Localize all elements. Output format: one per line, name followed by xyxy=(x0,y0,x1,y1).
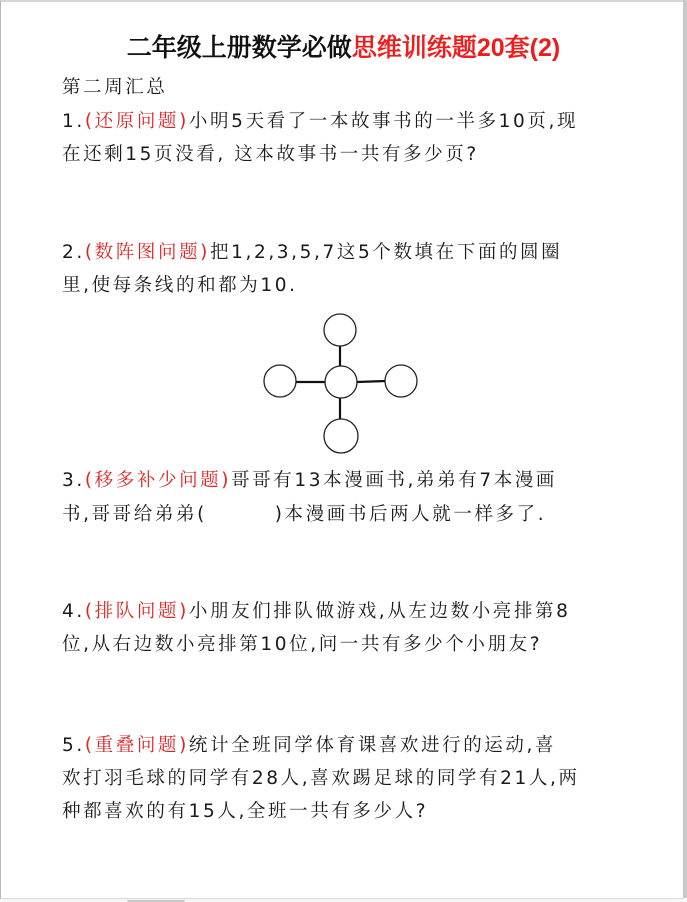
question-text: 哥哥有13本漫画书,弟弟有7本漫画 xyxy=(231,470,558,491)
question-4-line-2: 位,从右边数小亮排第10位,问一共有多少个小朋友? xyxy=(62,634,543,655)
circle-center xyxy=(325,366,357,398)
circle-left xyxy=(264,365,296,397)
question-tag: (移多补少问题) xyxy=(84,470,232,491)
question-tag: (排队问题) xyxy=(84,601,189,622)
title-black: 二年级上册数学必做 xyxy=(126,34,352,62)
number-array-diagram xyxy=(250,305,430,465)
question-number: 1. xyxy=(62,111,85,132)
question-1-line-2: 在还剩15页没看, 这本故事书一共有多少页? xyxy=(62,144,479,165)
question-text: 把1,2,3,5,7这5个数填在下面的圆圈 xyxy=(210,242,563,263)
question-2-line-1 xyxy=(62,242,562,264)
question-number: 4. xyxy=(62,601,85,622)
question-3-line-2: 书,哥哥给弟弟( )本漫画书后两人就一样多了. xyxy=(62,504,547,525)
question-tag: (还原问题) xyxy=(84,111,189,132)
question-5-line-3: 种都喜欢的有15人,全班一共有多少人? xyxy=(62,801,429,822)
circle-bottom xyxy=(324,419,358,453)
section-subtitle: 第二周汇总 xyxy=(62,77,168,98)
title-red: 思维训练题20套(2) xyxy=(351,34,561,62)
question-1-line-1 xyxy=(62,111,578,133)
circle-top xyxy=(324,314,356,346)
question-number: 5. xyxy=(62,735,85,756)
question-5-line-1 xyxy=(62,735,556,757)
connector-line xyxy=(357,381,385,382)
question-number: 3. xyxy=(62,470,85,491)
vertical-scrollbar[interactable] xyxy=(683,0,687,898)
question-tag: (数阵图问题) xyxy=(84,242,210,263)
question-3-line-1 xyxy=(62,470,557,492)
question-5-line-2: 欢打羽毛球的同学有28人,喜欢踢足球的同学有21人,两 xyxy=(62,768,580,789)
page-title xyxy=(0,28,687,64)
question-text: 小朋友们排队做游戏,从左边数小亮排第8 xyxy=(188,601,571,622)
question-text: 统计全班同学体育课喜欢进行的运动,喜 xyxy=(188,735,557,756)
circle-right xyxy=(385,365,417,397)
question-2-line-2: 里,使每条线的和都为10. xyxy=(62,275,298,296)
question-text: 小明5天看了一本故事书的一半多10页,现 xyxy=(188,111,579,132)
question-4-line-1 xyxy=(62,601,570,623)
question-tag: (重叠问题) xyxy=(84,735,189,756)
question-number: 2. xyxy=(62,242,85,263)
